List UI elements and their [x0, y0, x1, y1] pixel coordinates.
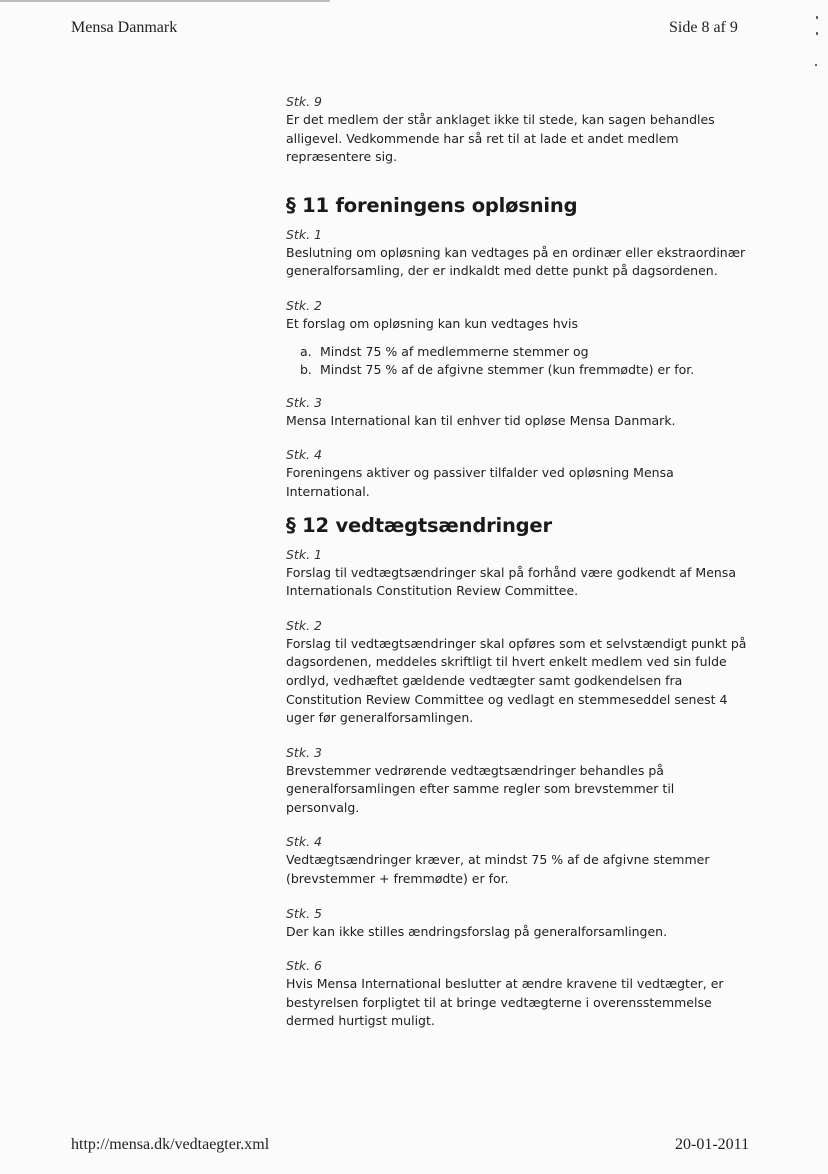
section-heading-11: § 11 foreningens opløsning	[286, 193, 578, 217]
footer-date: 20-01-2011	[675, 1136, 750, 1153]
stk-text: Et forslag om opløsning kan kun vedtages hvis	[286, 315, 578, 331]
stk-label: Stk. 6	[286, 958, 322, 974]
stk-label: Stk. 2	[286, 617, 322, 633]
list-item	[286, 343, 766, 362]
stk-text: Vedtægtsændringer kræver, at mindst 75 % af de afgivne stemmer (brevstemmer + fremmødte) er for.	[286, 852, 710, 887]
stk-label: Stk. 1	[286, 546, 322, 562]
stk-label: Stk. 9	[286, 94, 322, 109]
stk-text: Der kan ikke stilles ændringsforslag på generalforsamlingen.	[286, 923, 668, 939]
scan-speck	[815, 64, 817, 66]
stk-text: Forslag til vedtægtsændringer skal på forhånd være godkendt af Mensa Internationals Constitution Review Committee.	[286, 564, 736, 599]
scan-edge-line	[0, 0, 330, 2]
list-marker: b.	[300, 362, 312, 378]
scan-speck	[816, 32, 818, 35]
list-item-text: Mindst 75 % af de afgivne stemmer (kun fremmødte) er for.	[320, 362, 695, 378]
stk-label: Stk. 2	[286, 297, 322, 313]
stk-text: Hvis Mensa International beslutter at ændre kravene til vedtægter, er bestyrelsen forpligtet til at bringe vedtægterne i overensstemmelse dermed hurtigst muligt.	[286, 976, 724, 1029]
stk-text: Brevstemmer vedrørende vedtægtsændringer behandles på generalforsamlingen efter samme regler som brevstemmer til personvalg.	[286, 762, 675, 815]
scan-speck	[816, 16, 818, 19]
section-heading-12: § 12 vedtægtsændringer	[286, 513, 552, 537]
footer-url: http://mensa.dk/vedtaegter.xml	[71, 1136, 270, 1153]
document-body	[286, 93, 766, 1031]
stk-label: Stk. 3	[286, 394, 322, 410]
list-item	[286, 361, 766, 380]
stk-label: Stk. 4	[286, 447, 322, 463]
stk-label: Stk. 1	[286, 226, 322, 242]
header-page-number: Side 8 af 9	[669, 19, 738, 36]
list-item-text: Mindst 75 % af medlemmerne stemmer og	[320, 343, 589, 359]
list-marker: a.	[300, 343, 312, 359]
stk-text: Foreningens aktiver og passiver tilfalder ved opløsning Mensa International.	[286, 465, 674, 499]
header-org: Mensa Danmark	[71, 19, 178, 36]
stk-label: Stk. 3	[286, 744, 322, 760]
stk-text: Forslag til vedtægtsændringer skal opføres som et selvstændigt punkt på dagsordenen, meddeles skriftligt til hvert enkelt medlem ved sin fulde ordlyd, vedhæftet gældende vedtægter samt godkendelsen fra Constitution Review Committee og vedlagt en stemmeseddel senest 4 uger før generalforsamlingen.	[286, 635, 747, 726]
stk-label: Stk. 5	[286, 905, 322, 921]
conditions-list	[286, 343, 766, 380]
stk-text: Mensa International kan til enhver tid opløse Mensa Danmark.	[286, 412, 676, 428]
stk-text: Beslutning om opløsning kan vedtages på en ordinær eller ekstraordinær generalforsamling, der er indkaldt med dette punkt på dagsordenen.	[286, 244, 746, 279]
stk-text: Er det medlem der står anklaget ikke til stede, kan sagen behandles alligevel. Vedkommende har så ret til at lade et andet medlem repræsentere sig.	[286, 112, 715, 165]
stk-label: Stk. 4	[286, 834, 322, 850]
